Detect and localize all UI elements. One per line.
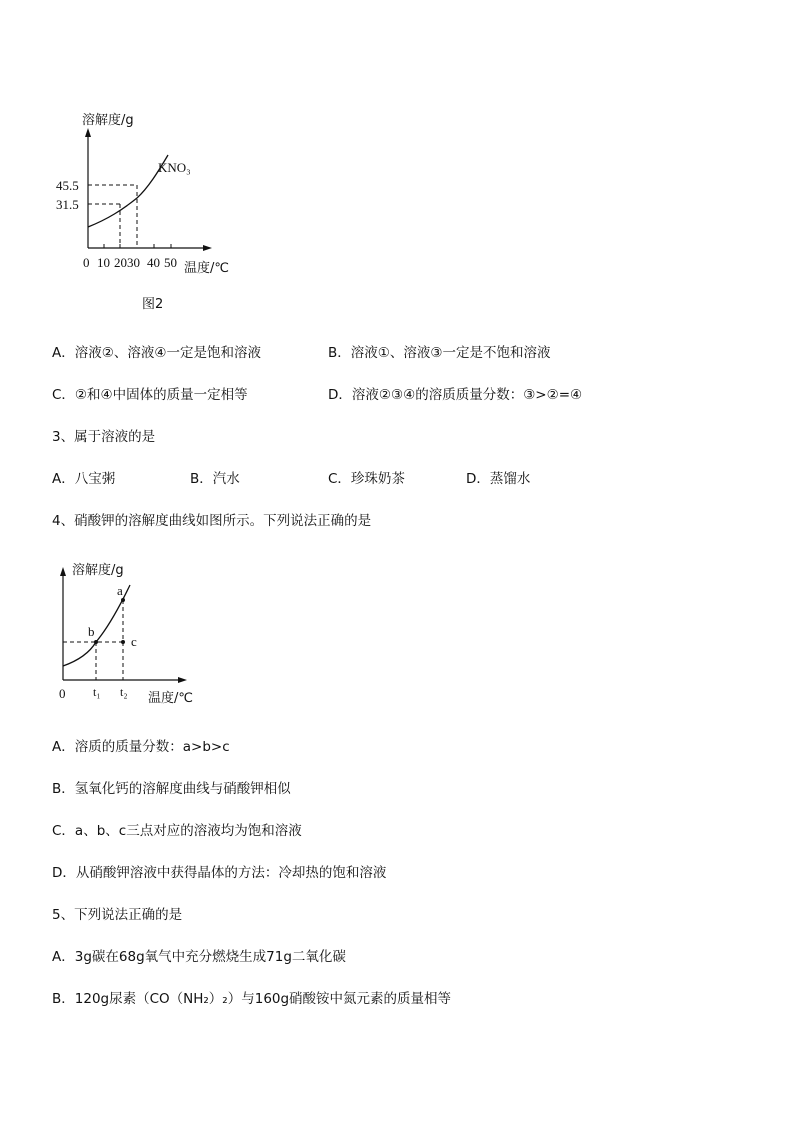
fig2-label-b: b bbox=[88, 624, 95, 639]
q3-option-a: A．八宝粥 bbox=[52, 471, 116, 487]
fig1-x-arrow bbox=[203, 245, 212, 251]
fig2-y-arrow bbox=[60, 567, 66, 576]
figure-kno3-points bbox=[50, 552, 220, 712]
fig1-caption: 图2 bbox=[142, 297, 164, 312]
fig1-x-tick-label: 40 bbox=[147, 255, 160, 270]
q4-option-a: A．溶质的质量分数：a>b>c bbox=[52, 739, 230, 755]
q4-option-c: C．a、b、c三点对应的溶液均为饱和溶液 bbox=[52, 823, 302, 839]
fig2-label-a: a bbox=[117, 583, 123, 598]
fig2-label-c: c bbox=[131, 634, 137, 649]
q5-option-a: A．3g碳在68g氧气中充分燃烧生成71g二氧化碳 bbox=[52, 949, 346, 965]
fig1-y-tick-31-5: 31.5 bbox=[56, 197, 79, 212]
fig1-y-axis-label: 溶解度/g bbox=[82, 113, 134, 128]
fig1-x-tick-label: 50 bbox=[164, 255, 177, 270]
fig2-point-c bbox=[121, 640, 125, 644]
fig2-point-b bbox=[94, 640, 98, 644]
q3-option-d: D．蒸馏水 bbox=[466, 471, 531, 487]
fig2-x-arrow bbox=[178, 677, 187, 683]
q2-option-c: C．②和④中固体的质量一定相等 bbox=[52, 387, 248, 403]
fig2-point-a bbox=[121, 598, 125, 602]
fig1-x-tick-label: 10 bbox=[97, 255, 110, 270]
fig2-x-tick-t1: t₁ bbox=[93, 685, 101, 699]
q2-option-b: B．溶液①、溶液③一定是不饱和溶液 bbox=[328, 345, 551, 361]
q3-option-b: B．汽水 bbox=[190, 471, 240, 487]
fig2-x-axis-label: 温度/℃ bbox=[148, 691, 193, 706]
figure-kno3-solubility bbox=[50, 100, 270, 320]
q4-stem: 4、硝酸钾的溶解度曲线如图所示。下列说法正确的是 bbox=[52, 513, 372, 529]
fig1-kno3-curve bbox=[88, 155, 168, 227]
fig1-x-axis-label: 温度/℃ bbox=[184, 261, 229, 276]
fig1-x-tick-label: 0 bbox=[83, 255, 90, 270]
fig1-y-tick-45-5: 45.5 bbox=[56, 178, 79, 193]
q2-option-d: D．溶液②③④的溶质质量分数：③>②=④ bbox=[328, 387, 583, 403]
q3-option-c: C．珍珠奶茶 bbox=[328, 471, 405, 487]
fig2-x-tick-t2: t₂ bbox=[120, 685, 128, 699]
q4-option-d: D．从硝酸钾溶液中获得晶体的方法：冷却热的饱和溶液 bbox=[52, 865, 387, 881]
fig1-y-arrow bbox=[85, 128, 91, 137]
fig1-x-tick-label: 2030 bbox=[114, 255, 140, 270]
q5-stem: 5、下列说法正确的是 bbox=[52, 907, 183, 923]
q2-option-a: A．溶液②、溶液④一定是饱和溶液 bbox=[52, 345, 261, 361]
q4-option-b: B．氢氧化钙的溶解度曲线与硝酸钾相似 bbox=[52, 781, 291, 797]
q3-stem: 3、属于溶液的是 bbox=[52, 429, 156, 445]
fig1-curve-label: KNO₃ bbox=[158, 160, 191, 175]
fig2-y-axis-label: 溶解度/g bbox=[72, 563, 124, 578]
fig2-origin-label: 0 bbox=[59, 686, 66, 701]
q5-option-b: B．120g尿素（CO（NH₂）₂）与160g硝酸铵中氮元素的质量相等 bbox=[52, 991, 452, 1007]
